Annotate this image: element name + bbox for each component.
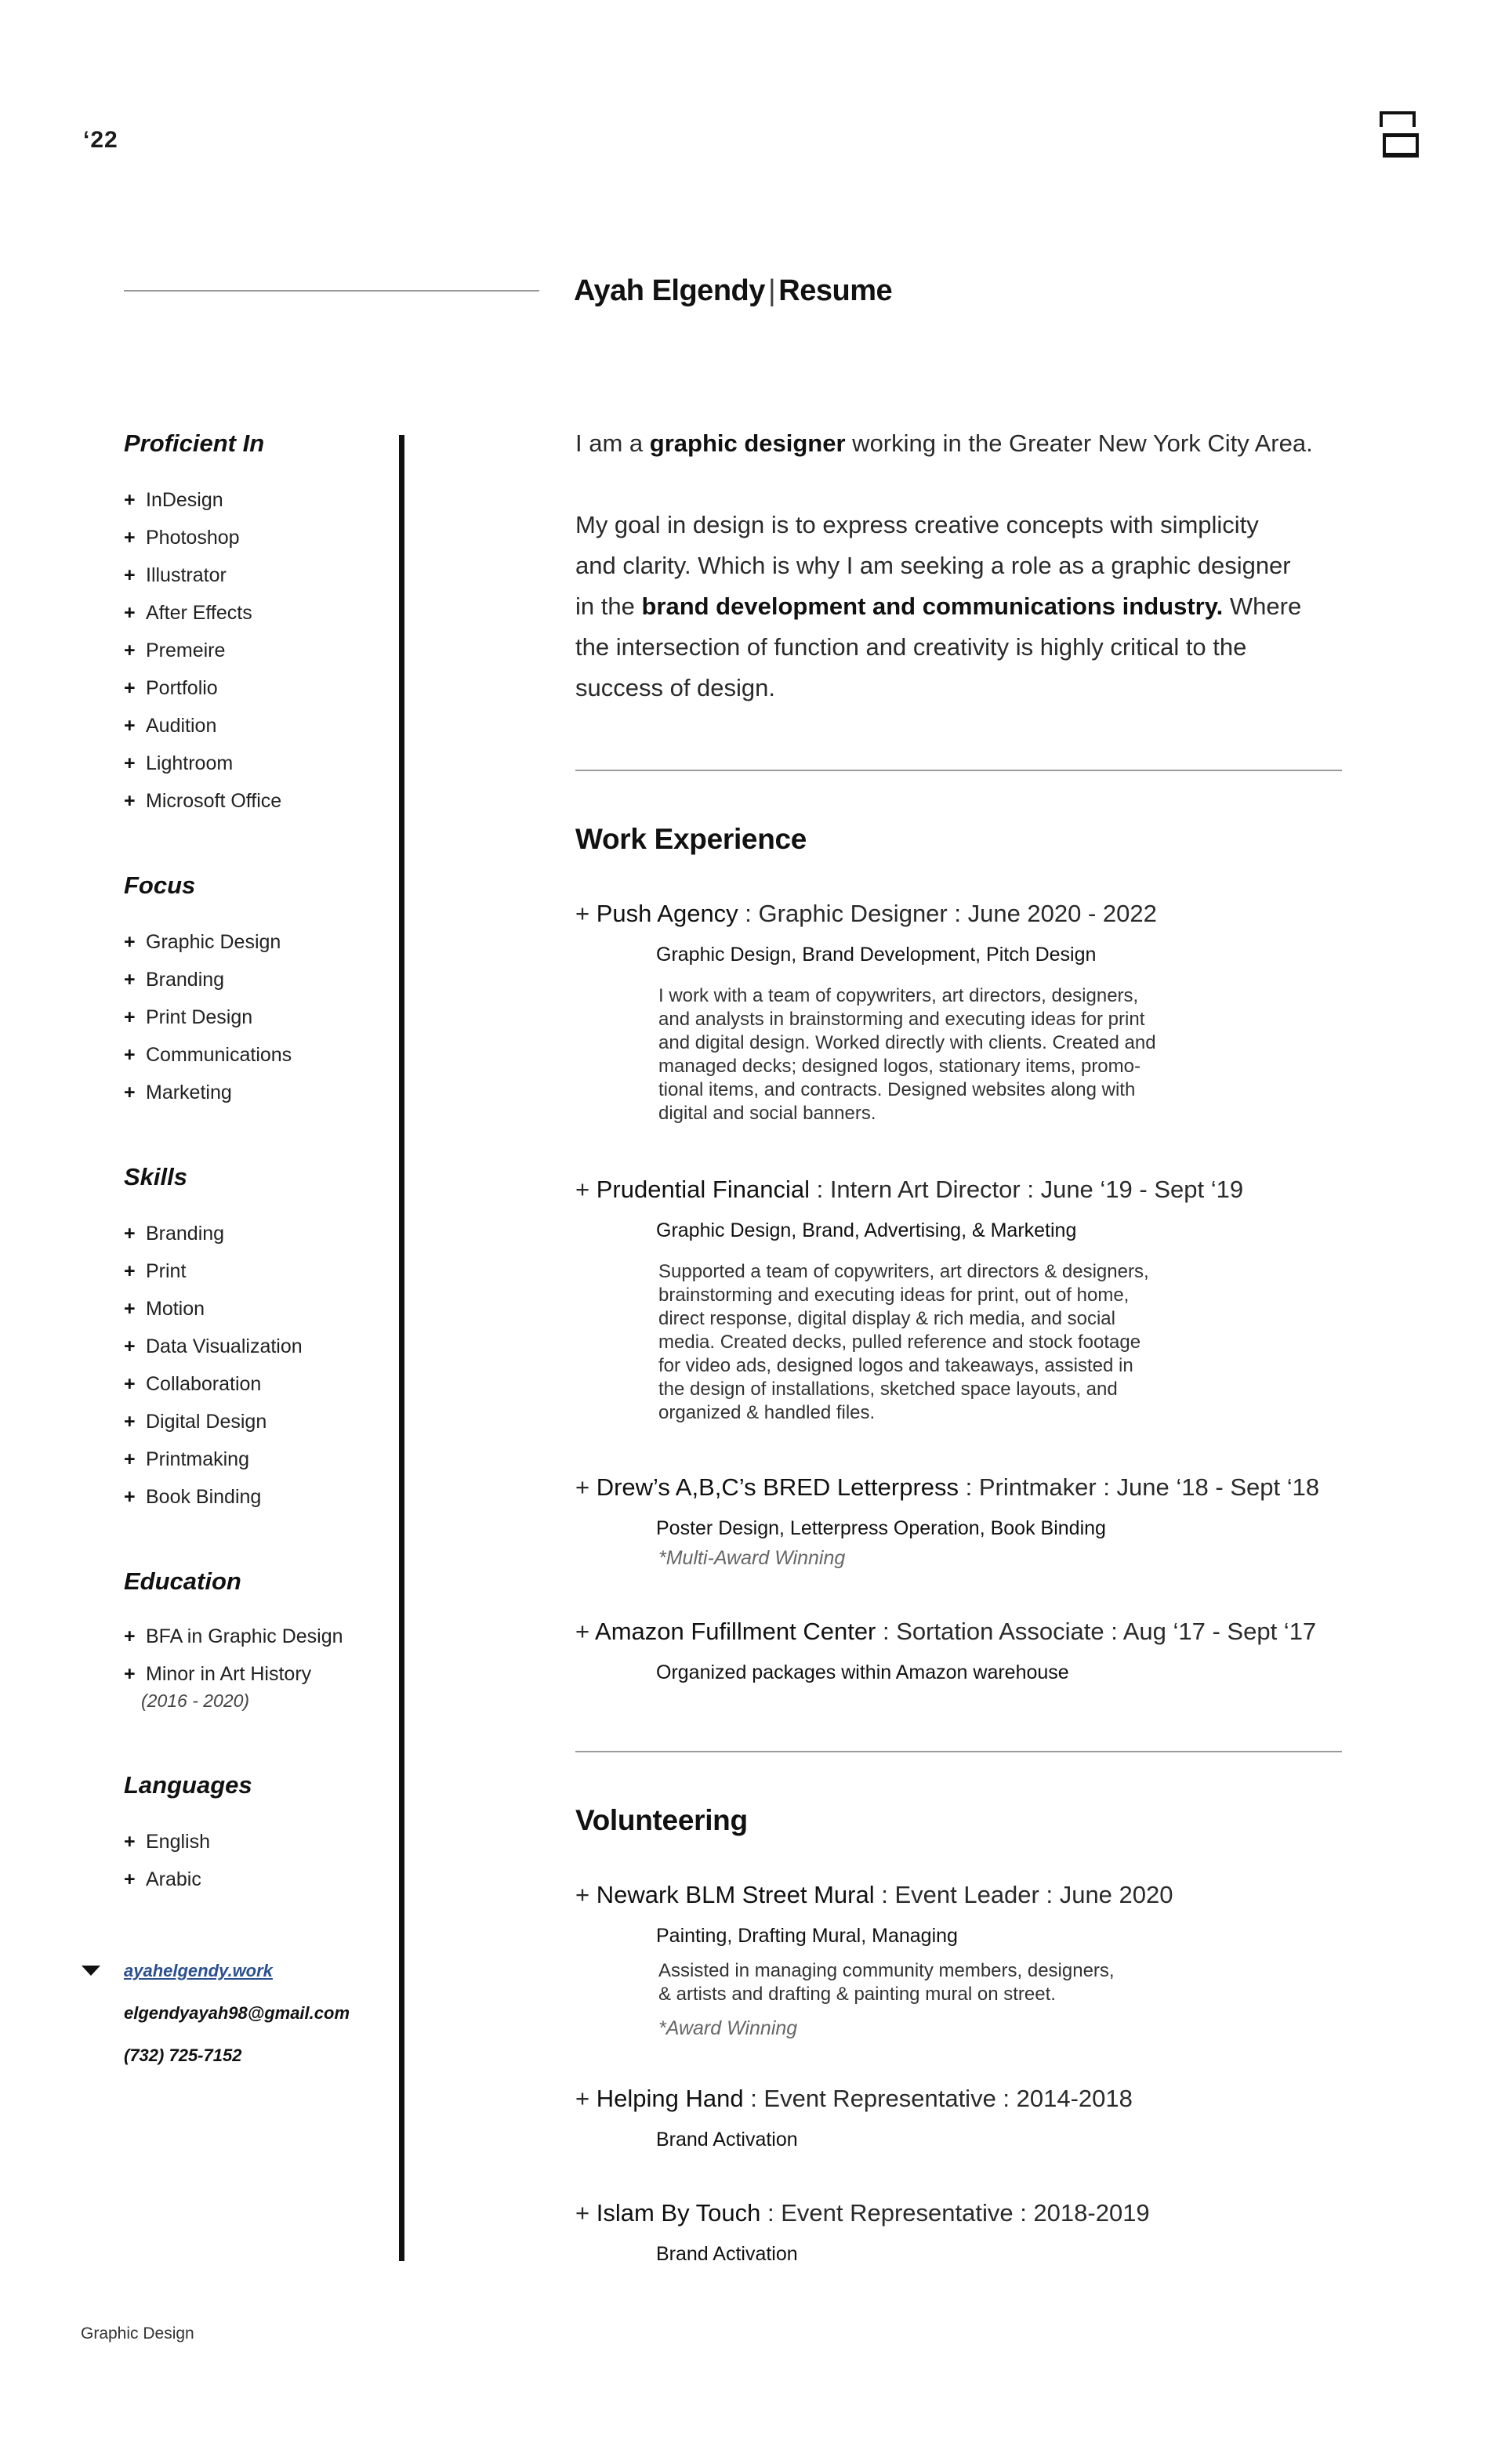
list-item: + Communications bbox=[124, 1044, 292, 1066]
list-item: + Book Binding bbox=[124, 1486, 262, 1508]
volunteer-title-line: + Islam By Touch : Event Representative : 2018-2019 bbox=[575, 2199, 1150, 2227]
job-title-line: + Amazon Fufillment Center : Sortation Associate : Aug ‘17 - Sept ‘17 bbox=[575, 1618, 1317, 1645]
job-description: I work with a team of copywriters, art directors, designers, and analysts in brainstorming and executing ideas for print and digital design. Worked directly with clients. Created and managed decks; designed logos, stationary items, promo- tional items, and contracts. Designed websites along with digital and social banners. bbox=[658, 985, 1156, 1124]
education-list bbox=[124, 1625, 343, 1701]
proficient-list bbox=[124, 489, 281, 828]
section-rule bbox=[575, 770, 1342, 771]
list-item: + Branding bbox=[124, 1223, 225, 1245]
list-item: + Photoshop bbox=[124, 527, 240, 549]
languages-heading: Languages bbox=[124, 1771, 252, 1799]
list-item: + Premeire bbox=[124, 640, 226, 661]
job-description: Supported a team of copywriters, art directors & designers, brainstorming and executing ideas for print, out of home, direct response, digital display & rich media, and social media. Created decks, pulled reference and stock footage for video ads, designed logos and takeaways, assisted in the design of installations, sketched space layouts, and organized & handled files. bbox=[658, 1261, 1149, 1423]
volunteer-subtitle: Painting, Drafting Mural, Managing bbox=[656, 1925, 958, 1947]
section-rule bbox=[575, 1751, 1342, 1752]
printer-frame-icon bbox=[1376, 110, 1420, 163]
title-rule bbox=[124, 290, 539, 292]
focus-heading: Focus bbox=[124, 871, 196, 899]
volunteer-title-line: + Helping Hand : Event Representative : 2014-2018 bbox=[575, 2085, 1133, 2112]
list-item: + Lightroom bbox=[124, 752, 234, 774]
phone-number: (732) 725-7152 bbox=[124, 2045, 242, 2065]
list-item: + Illustrator bbox=[124, 564, 227, 586]
skills-heading: Skills bbox=[124, 1163, 187, 1190]
list-item: + Printmaking bbox=[124, 1448, 249, 1470]
list-item: + Portfolio bbox=[124, 677, 218, 699]
languages-list bbox=[124, 1831, 210, 1906]
volunteering-heading: Volunteering bbox=[575, 1804, 748, 1836]
resume-owner-name: Ayah Elgendy bbox=[574, 274, 765, 307]
list-item: + After Effects bbox=[124, 602, 252, 624]
job-subtitle: Graphic Design, Brand Development, Pitch Design bbox=[656, 944, 1097, 966]
job-subtitle: Organized packages within Amazon warehouse bbox=[656, 1661, 1069, 1683]
page-title bbox=[574, 274, 892, 308]
job-title-line: + Push Agency : Graphic Designer : June 2020 - 2022 bbox=[575, 900, 1157, 927]
list-item: + Marketing bbox=[124, 1082, 232, 1103]
list-item: + BFA in Graphic Design bbox=[124, 1625, 343, 1647]
intro-line: My goal in design is to express creative concepts with simplicity bbox=[575, 511, 1259, 538]
intro-line: I am a graphic designer working in the Greater New York City Area. bbox=[575, 429, 1313, 457]
list-item: + Audition bbox=[124, 715, 217, 737]
intro-line: and clarity. Which is why I am seeking a role as a graphic designer bbox=[575, 552, 1291, 579]
award-note: *Multi-Award Winning bbox=[658, 1547, 846, 1569]
volunteer-subtitle: Brand Activation bbox=[656, 2243, 798, 2265]
intro-line: success of design. bbox=[575, 674, 776, 701]
education-years: (2016 - 2020) bbox=[141, 1690, 250, 1711]
list-item: + Minor in Art History bbox=[124, 1663, 312, 1685]
resume-doc-title: Resume bbox=[778, 274, 893, 307]
year-label: ‘22 bbox=[83, 127, 118, 153]
volunteer-description: Assisted in managing community members, designers, & artists and drafting & painting mural on street. bbox=[658, 1960, 1115, 2005]
website-link[interactable]: ayahelgendy.work bbox=[124, 1961, 273, 1980]
skills-list bbox=[124, 1223, 303, 1524]
title-divider: | bbox=[767, 274, 776, 307]
list-item: + Print bbox=[124, 1260, 187, 1282]
list-item: + Data Visualization bbox=[124, 1335, 303, 1357]
job-subtitle: Poster Design, Letterpress Operation, Book Binding bbox=[656, 1517, 1106, 1539]
job-title-line: + Drew’s A,B,C’s BRED Letterpress : Printmaker : June ‘18 - Sept ‘18 bbox=[575, 1473, 1320, 1501]
list-item: + Branding bbox=[124, 969, 225, 991]
proficient-heading: Proficient In bbox=[124, 429, 265, 457]
list-item: + InDesign bbox=[124, 489, 223, 511]
list-item: + Motion bbox=[124, 1298, 205, 1320]
caret-down-icon bbox=[82, 1966, 100, 1976]
focus-list bbox=[124, 931, 292, 1119]
award-note: *Award Winning bbox=[658, 2017, 798, 2039]
list-item: + Digital Design bbox=[124, 1411, 267, 1433]
list-item: + Print Design bbox=[124, 1006, 253, 1028]
list-item: + Arabic bbox=[124, 1868, 201, 1890]
email-address: elgendyayah98@gmail.com bbox=[124, 2003, 350, 2023]
volunteer-title-line: + Newark BLM Street Mural : Event Leader : June 2020 bbox=[575, 1881, 1173, 1908]
intro-line: in the brand development and communications industry. Where bbox=[575, 592, 1302, 620]
footer-label: Graphic Design bbox=[81, 2324, 194, 2343]
intro-line: the intersection of function and creativity is highly critical to the bbox=[575, 633, 1247, 661]
list-item: + English bbox=[124, 1831, 210, 1853]
list-item: + Microsoft Office bbox=[124, 790, 282, 812]
education-heading: Education bbox=[124, 1567, 241, 1595]
job-subtitle: Graphic Design, Brand, Advertising, & Marketing bbox=[656, 1219, 1077, 1241]
column-divider bbox=[399, 435, 404, 2261]
work-experience-heading: Work Experience bbox=[575, 823, 807, 855]
job-title-line: + Prudential Financial : Intern Art Director : June ‘19 - Sept ‘19 bbox=[575, 1176, 1244, 1203]
list-item: + Collaboration bbox=[124, 1373, 262, 1395]
list-item: + Graphic Design bbox=[124, 931, 281, 953]
volunteer-subtitle: Brand Activation bbox=[656, 2129, 798, 2151]
